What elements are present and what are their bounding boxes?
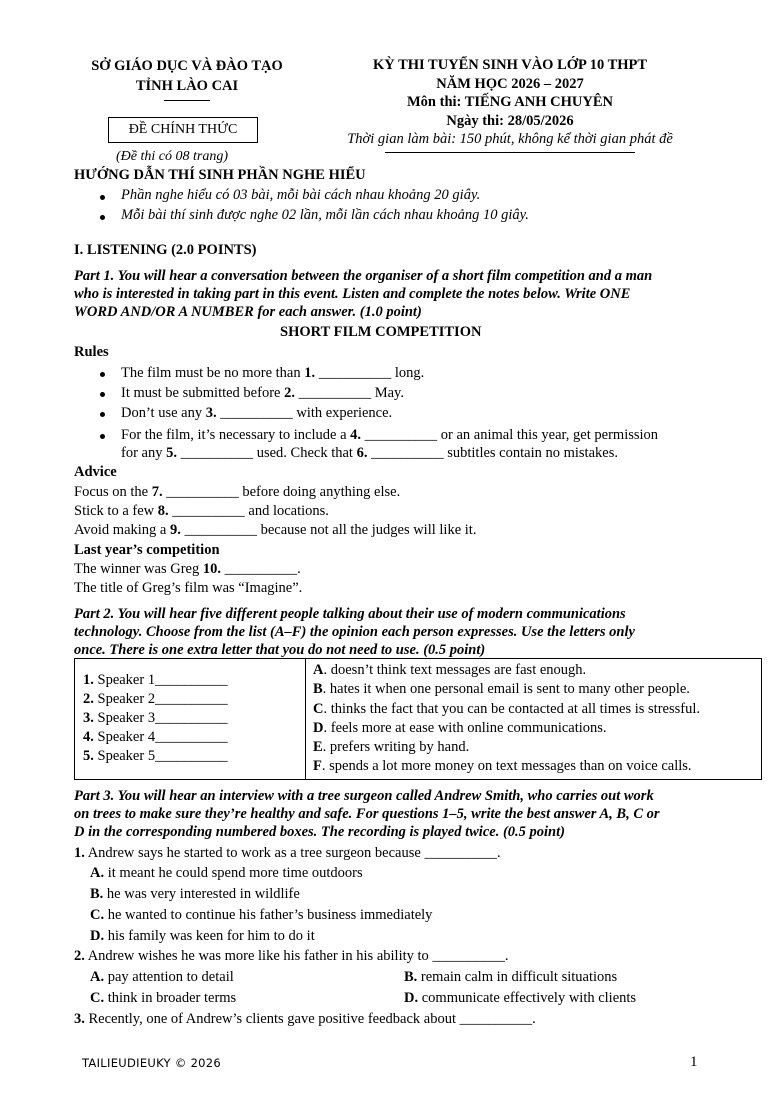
answer-option: A. pay attention to detail [90,969,234,985]
rule-item: The film must be no more than 1. __________ long. [121,365,425,381]
bullet-icon [100,412,105,417]
guide-title: HƯỚNG DẪN THÍ SINH PHẦN NGHE HIỂU [74,167,366,183]
rule-item: Don’t use any 3. __________ with experience. [121,405,393,421]
part2-instructions: technology. Choose from the list (A–F) the opinion each person expresses. Use the letters only [74,624,635,640]
header-exam [310,56,710,153]
option-item: A. doesn’t think text messages are fast enough. [313,662,587,678]
rule-item: It must be submitted before 2. __________ May. [121,385,404,401]
divider [385,152,635,153]
exam-duration: Thời gian làm bài: 150 phút, không kể thời gian phát đề [347,131,673,147]
part3-instructions: Part 3. You will hear an interview with a tree surgeon called Andrew Smith, who carries out work [74,788,654,804]
page-count: (Đề thi có 08 trang) [116,149,228,164]
bullet-icon [100,392,105,397]
exam-date: Ngày thi: 28/05/2026 [446,112,574,129]
answer-option: D. communicate effectively with clients [404,990,637,1006]
exam-title: KỲ THI TUYỂN SINH VÀO LỚP 10 THPT [372,57,648,73]
speaker-item: 2. Speaker 2__________ [83,691,228,708]
speaker-item: 1. Speaker 1__________ [83,672,228,689]
guide-item: Phần nghe hiểu có 03 bài, mỗi bài cách nhau khoảng 20 giây. [121,187,481,203]
notes-heading: SHORT FILM COMPETITION [280,324,482,340]
question: 3. Recently, one of Andrew’s clients gave positive feedback about __________. [74,1011,536,1027]
guide-item: Mỗi bài thí sinh được nghe 02 lần, mỗi lần cách nhau khoảng 10 giây. [121,207,529,223]
bullet-icon [100,434,105,439]
header-department [72,56,302,101]
advice-item: Avoid making a 9. __________ because not all the judges will like it. [74,522,477,538]
option-item: C. thinks the fact that you can be contacted at all times is stressful. [313,700,700,717]
advice-label: Advice [74,464,117,480]
option-item: F. spends a lot more money on text messages than on voice calls. [313,758,692,775]
bullet-icon [100,195,105,200]
part1-instructions: WORD AND/OR A NUMBER for each answer. (1.0 point) [74,304,422,320]
options-column [306,659,762,780]
part1-instructions: Part 1. You will hear a conversation between the organiser of a short film competition and a man [74,268,653,284]
part2-instructions: once. There is one extra letter that you do not need to use. (0.5 point) [74,642,486,658]
answer-option: A. it meant he could spend more time outdoors [90,865,363,881]
matching-table [74,658,762,780]
speaker-item: 5. Speaker 5__________ [83,748,228,765]
speaker-column [75,659,306,780]
exam-subject: Môn thi: TIẾNG ANH CHUYÊN [407,94,613,110]
last-year-label: Last year’s competition [74,542,220,558]
rules-label: Rules [74,344,109,360]
footer-brand: TAILIEUDIEUKY © 2026 [82,1056,222,1070]
last-year-item: The winner was Greg 10. __________. [74,561,301,577]
official-stamp: ĐỀ CHÍNH THỨC [108,117,258,143]
bullet-icon [100,372,105,377]
divider [164,100,210,101]
option-item: B. hates it when one personal email is sent to many other people. [313,681,690,698]
option-item: E. prefers writing by hand. [313,739,470,756]
rule-item-continued: for any 5. __________ used. Check that 6. __________ subtitles contain no mistakes. [121,445,618,461]
province-name: TỈNH LÀO CAI [135,78,239,94]
advice-item: Focus on the 7. __________ before doing anything else. [74,484,401,500]
part2-instructions: Part 2. You will hear five different people talking about their use of modern communications [74,606,626,622]
section-title: I. LISTENING (2.0 POINTS) [74,242,257,258]
advice-item: Stick to a few 8. __________ and locations. [74,503,329,519]
speaker-item: 4. Speaker 4__________ [83,729,228,746]
answer-option: C. he wanted to continue his father’s business immediately [90,907,433,923]
part3-instructions: on trees to make sure they’re healthy and safe. For questions 1–5, write the best answer A, B, C or [74,806,660,822]
question: 1. Andrew says he started to work as a tree surgeon because __________. [74,845,501,861]
department-name: SỞ GIÁO DỤC VÀ ĐÀO TẠO [91,58,283,74]
rule-item: For the film, it’s necessary to include a 4. __________ or an animal this year, get permission [121,427,659,443]
page-number: 1 [690,1054,698,1070]
answer-option: C. think in broader terms [90,990,237,1006]
answer-option: D. his family was keen for him to do it [90,928,315,944]
speaker-item: 3. Speaker 3__________ [83,710,228,727]
answer-option: B. he was very interested in wildlife [90,886,300,902]
part1-instructions: who is interested in taking part in this event. Listen and complete the notes below. Write ONE [74,286,631,302]
school-year: NĂM HỌC 2026 – 2027 [436,75,584,92]
part3-instructions: D in the corresponding numbered boxes. The recording is played twice. (0.5 point) [74,824,565,840]
last-year-item: The title of Greg’s film was “Imagine”. [74,580,303,596]
answer-option: B. remain calm in difficult situations [404,969,618,985]
option-item: D. feels more at ease with online communications. [313,719,607,736]
bullet-icon [100,215,105,220]
question: 2. Andrew wishes he was more like his father in his ability to __________. [74,948,509,964]
